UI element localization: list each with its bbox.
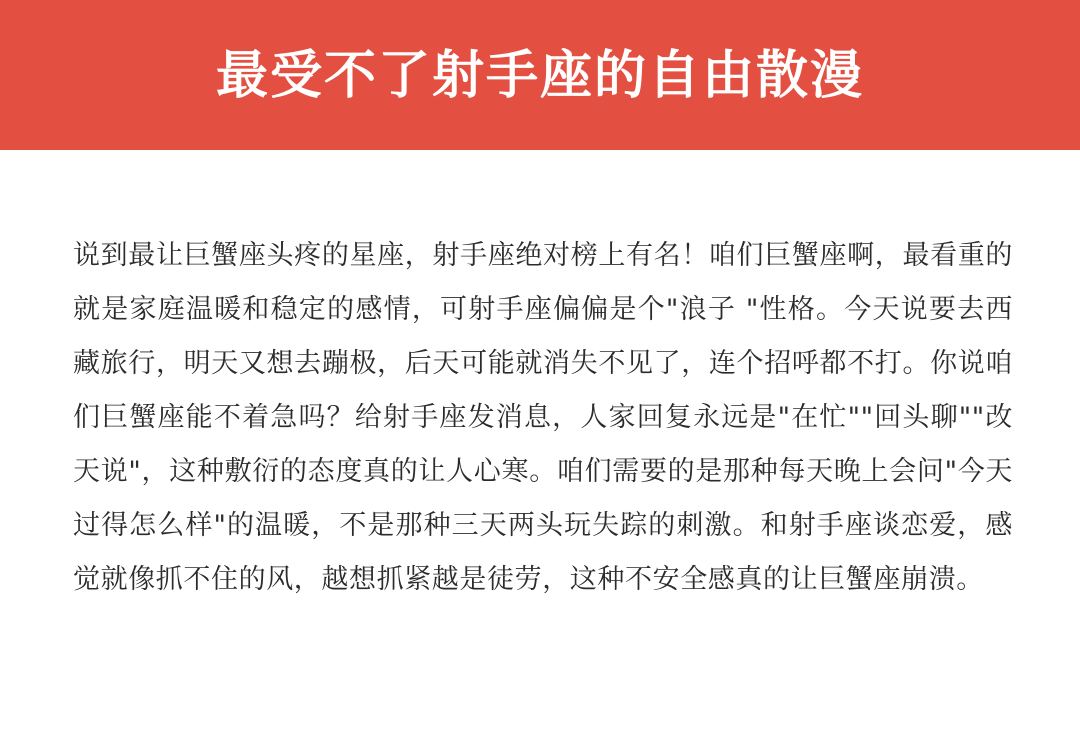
article-paragraph: 说到最让巨蟹座头疼的星座，射手座绝对榜上有名！咱们巨蟹座啊，最看重的就是家庭温暖和稳定的感情，可射手座偏偏是个"浪子 "性格。今天说要去西藏旅行，明天又想去蹦极，后天可能就消失不见了，连个招呼都不打。你说咱们巨蟹座能不着急吗？给射手座发消息，人家回复永远是"在忙""回头聊""改天说"，这种敷衍的态度真的让人心寒。咱们需要的是那种每天晚上会问"今天 过得怎么样"的温暖，不是那种三天两头玩失踪的刺激。和射手座谈恋爱，感觉就像抓不住的风，越想抓紧越是徒劳，这种不安全感真的让巨蟹座崩溃。 <box>73 240 1013 595</box>
page-title: 最受不了射手座的自由散漫 <box>215 46 864 106</box>
title-banner <box>0 0 1080 150</box>
